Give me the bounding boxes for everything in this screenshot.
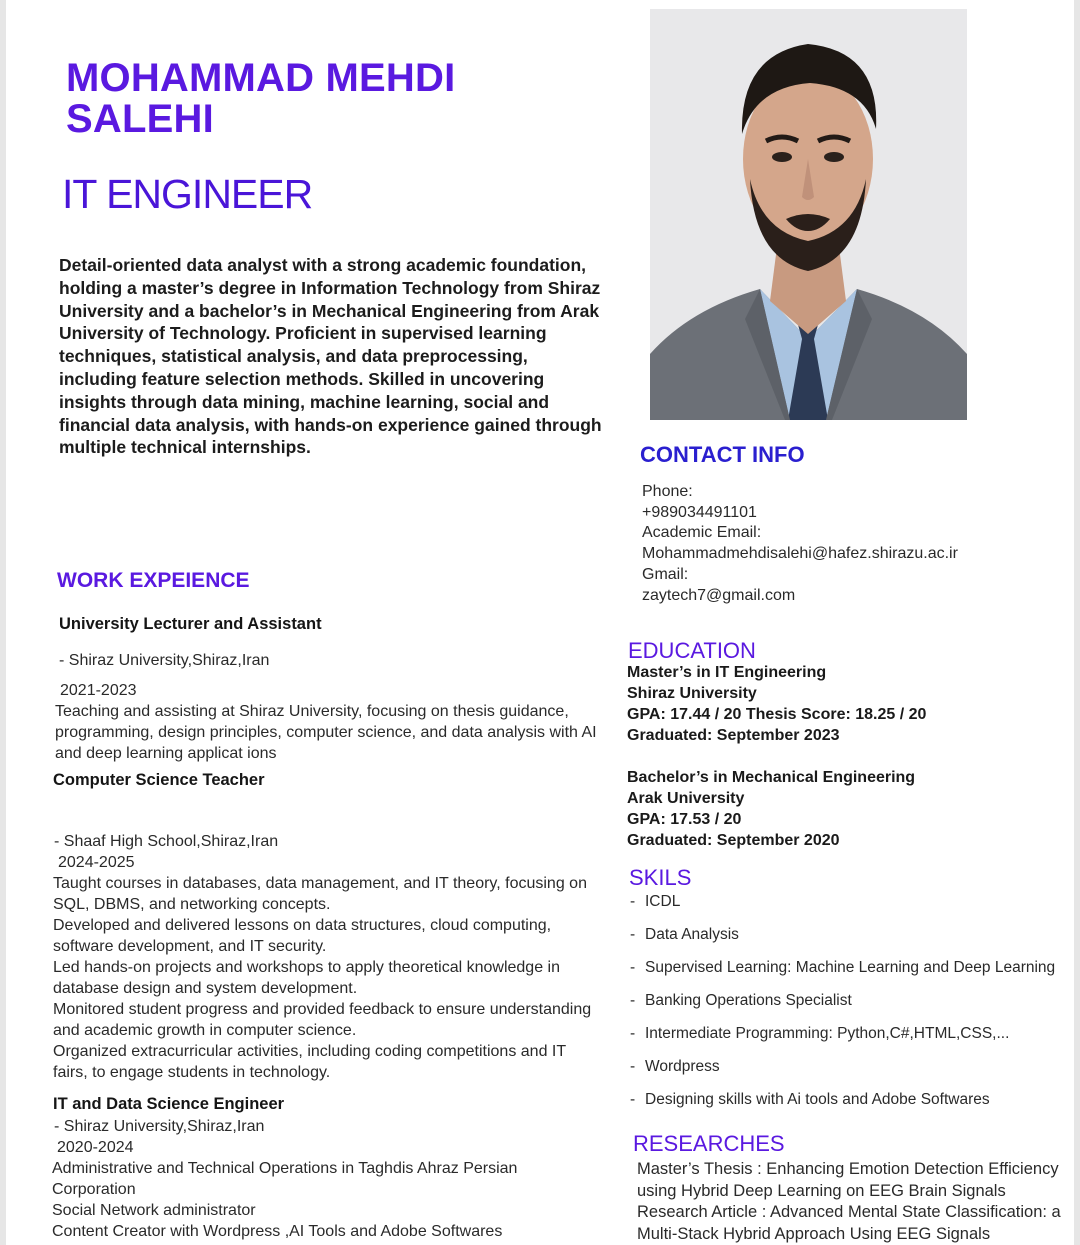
skill-item: - Designing skills with Ai tools and Adobe Softwares [630, 1091, 990, 1108]
gpa-line: GPA: 17.53 / 20 [627, 811, 742, 828]
gpa-line: GPA: 17.44 / 20 Thesis Score: 18.25 / 20 [627, 706, 927, 723]
job-desc-line: Social Network administrator [52, 1202, 256, 1219]
skills-heading: SKILS [629, 865, 692, 890]
skill-item: - Supervised Learning: Machine Learning and Deep Learning [630, 959, 1056, 976]
academic-email: Mohammadmehdisalehi@hafez.shirazu.ac.ir [642, 545, 958, 563]
graduation-date: Graduated: September 2020 [627, 832, 840, 849]
job-title-teacher: Computer Science Teacher [53, 771, 265, 789]
phone-label: Phone: [642, 483, 693, 500]
education-heading: EDUCATION [628, 638, 756, 663]
job-place-engineer: - Shiraz University,Shiraz,Iran [54, 1118, 265, 1135]
contact-heading: CONTACT INFO [640, 442, 805, 467]
school-name: Shiraz University [627, 685, 757, 702]
job-desc-line: Monitored student progress and provided feedback to ensure understanding and academic growth in computer science. [53, 1001, 592, 1039]
job-desc-line: Taught courses in databases, data management, and IT theory, focusing on SQL, DBMS, and networking concepts. [53, 875, 587, 913]
phone-number: +989034491101 [642, 503, 757, 521]
job-years-engineer: 2020-2024 [57, 1139, 134, 1156]
job-role-title: IT ENGINEER [62, 171, 313, 217]
education-entry-bachelors [627, 767, 1067, 851]
job-desc-line: Organized extracurricular activities, including coding competitions and IT fairs, to engage students in technology. [53, 1043, 566, 1081]
skill-item: - Intermediate Programming: Python,C#,HTML,CSS,... [630, 1025, 1010, 1042]
research-list [637, 1159, 1077, 1245]
degree-title: Master’s in IT Engineering [627, 664, 827, 681]
candidate-name: MOHAMMAD MEHDI SALEHI [66, 56, 456, 141]
gmail-address: zaytech7@gmail.com [642, 586, 796, 604]
researches-heading: RESEARCHES [633, 1131, 785, 1156]
profile-photo [650, 9, 967, 420]
job-desc-line: Developed and delivered lessons on data structures, cloud computing, software development, and IT security. [53, 917, 552, 955]
skill-item: - ICDL [630, 893, 681, 910]
profile-summary: Detail-oriented data analyst with a strong academic foundation, holding a master’s degree in Information Technology from Shiraz University and a bachelor’s in Mechanical Engineering from Arak University of Technology. Proficient in supervised learning techniques, statistical analysis, and data preprocessing, including feature selection methods. Skilled in uncovering insights through data mining, machine learning, social and financial data analysis, with hands-on experience gained through multiple technical internships. [59, 255, 602, 458]
skill-item: - Banking Operations Specialist [630, 992, 852, 1009]
education-entry-masters [627, 662, 1067, 746]
gmail-label: Gmail: [642, 565, 689, 583]
portrait-illustration [650, 9, 967, 420]
job-years-lecturer: 2021-2023 [60, 682, 137, 699]
skill-item: - Wordpress [630, 1058, 720, 1075]
job-title-lecturer: University Lecturer and Assistant [59, 615, 322, 633]
research-item-thesis: Master’s Thesis : Enhancing Emotion Detection Efficiency using Hybrid Deep Learning on EEG Brain Signals [637, 1160, 1059, 1200]
research-item-article: Research Article : Advanced Mental State Classification: a Multi-Stack Hybrid Approach Using EEG Signals [637, 1203, 1061, 1244]
job-desc-teacher [53, 873, 603, 1083]
job-place-lecturer: - Shiraz University,Shiraz,Iran [59, 652, 270, 669]
skill-item: - Data Analysis [630, 926, 739, 943]
job-desc-engineer [52, 1158, 572, 1242]
academic-email-label: Academic Email: [642, 524, 762, 542]
work-experience-heading: WORK EXPEIENCE [57, 569, 250, 592]
job-years-teacher: 2024-2025 [58, 854, 135, 871]
job-desc-lecturer: Teaching and assisting at Shiraz University, focusing on thesis guidance, programming, design principles, computer science, and data analysis with AI and deep learning applicat ions [55, 703, 597, 762]
degree-title: Bachelor’s in Mechanical Engineering [627, 769, 916, 786]
job-desc-line: Content Creator with Wordpress ,AI Tools and Adobe Softwares [52, 1223, 503, 1240]
job-place-teacher: - Shaaf High School,Shiraz,Iran [54, 833, 279, 850]
skills-list [630, 892, 1075, 1123]
job-desc-line: Administrative and Technical Operations in Taghdis Ahraz Persian Corporation [52, 1160, 518, 1198]
left-frame-edge [0, 0, 6, 1245]
job-desc-line: Led hands-on projects and workshops to apply theoretical knowledge in database design and system development. [53, 959, 560, 997]
job-title-engineer: IT and Data Science Engineer [53, 1095, 285, 1113]
graduation-date: Graduated: September 2023 [627, 727, 840, 744]
contact-details [642, 482, 1072, 606]
school-name: Arak University [627, 790, 745, 807]
